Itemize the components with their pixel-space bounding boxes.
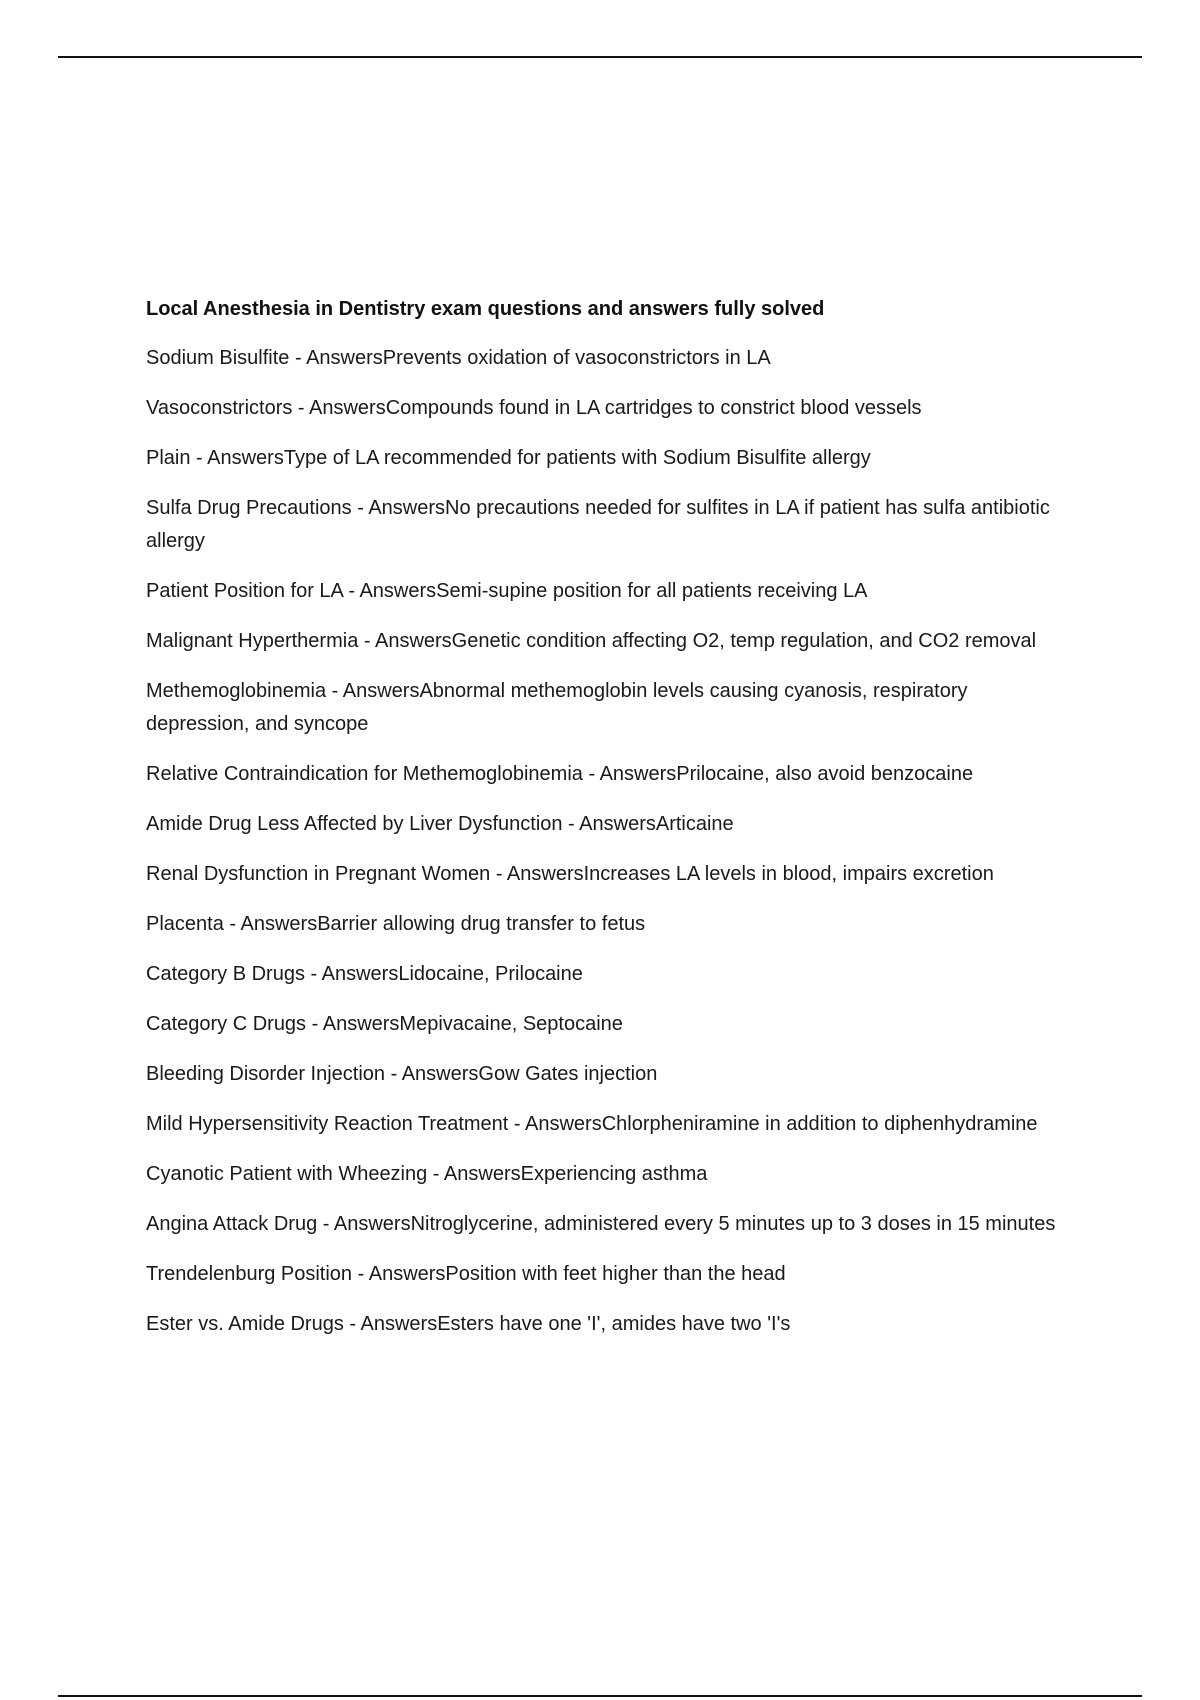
qa-item: Malignant Hyperthermia - AnswersGenetic condition affecting O2, temp regulation, and CO2 removal [146,630,1037,652]
qa-item: Trendelenburg Position - AnswersPosition with feet higher than the head [146,1263,786,1285]
qa-item: Patient Position for LA - AnswersSemi-supine position for all patients receiving LA [146,580,868,602]
qa-item: Sodium Bisulfite - AnswersPrevents oxidation of vasoconstrictors in LA [146,347,771,369]
qa-item: Category B Drugs - AnswersLidocaine, Prilocaine [146,963,583,985]
qa-item: Category C Drugs - AnswersMepivacaine, Septocaine [146,1013,623,1035]
qa-list [146,342,1076,1341]
qa-item: Relative Contraindication for Methemoglobinemia - AnswersPrilocaine, also avoid benzocaine [146,763,974,785]
qa-item: Cyanotic Patient with Wheezing - AnswersExperiencing asthma [146,1163,708,1185]
footer-rule [58,1695,1142,1697]
qa-item: Renal Dysfunction in Pregnant Women - AnswersIncreases LA levels in blood, impairs excretion [146,863,994,885]
qa-item: Placenta - AnswersBarrier allowing drug transfer to fetus [146,913,646,935]
header-rule [58,56,1142,58]
qa-item: Bleeding Disorder Injection - AnswersGow Gates injection [146,1063,658,1085]
qa-item: Mild Hypersensitivity Reaction Treatment - AnswersChlorpheniramine in addition to diphenhydramine [146,1113,1038,1135]
document-title: Local Anesthesia in Dentistry exam questions and answers fully solved [146,298,825,320]
qa-item: Sulfa Drug Precautions - AnswersNo precautions needed for sulfites in LA if patient has sulfa antibiotic allergy [146,497,1050,552]
qa-item: Angina Attack Drug - AnswersNitroglycerine, administered every 5 minutes up to 3 doses in 15 minutes [146,1213,1056,1235]
qa-item: Amide Drug Less Affected by Liver Dysfunction - AnswersArticaine [146,813,734,835]
document-body [146,292,1076,1358]
qa-item: Methemoglobinemia - AnswersAbnormal methemoglobin levels causing cyanosis, respiratory depression, and syncope [146,680,968,735]
qa-item: Vasoconstrictors - AnswersCompounds found in LA cartridges to constrict blood vessels [146,397,922,419]
qa-item: Ester vs. Amide Drugs - AnswersEsters have one 'I', amides have two 'I's [146,1313,791,1335]
qa-item: Plain - AnswersType of LA recommended for patients with Sodium Bisulfite allergy [146,447,871,469]
